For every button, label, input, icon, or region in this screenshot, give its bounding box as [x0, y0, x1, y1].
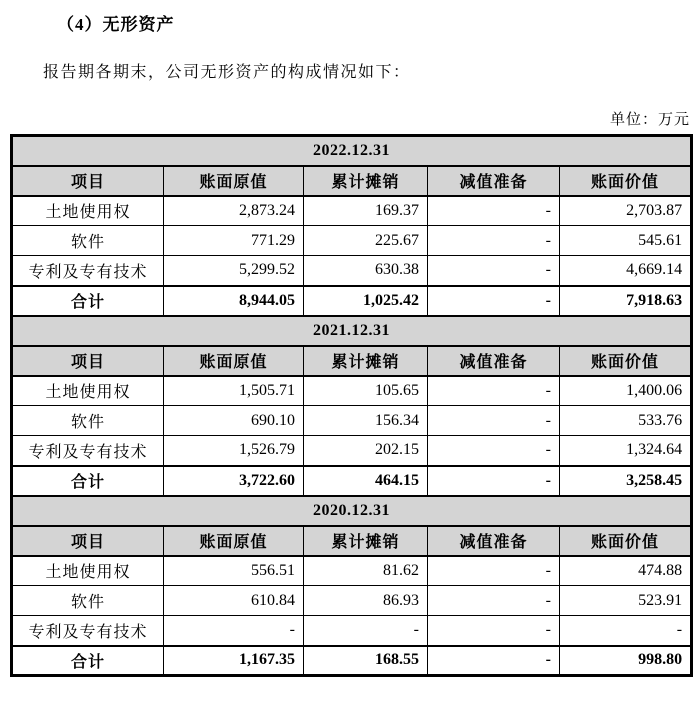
- total-row: [12, 646, 692, 676]
- column-header-impairment: 减值准备: [428, 526, 560, 556]
- value-cell: -: [428, 196, 560, 226]
- table-row: [12, 226, 692, 256]
- value-cell: 225.67: [304, 226, 428, 256]
- column-header-impairment: 减值准备: [428, 166, 560, 196]
- total-value-cell: -: [428, 646, 560, 676]
- table-row: [12, 586, 692, 616]
- item-cell: 软件: [12, 406, 164, 436]
- table-row: [12, 196, 692, 226]
- value-cell: 5,299.52: [164, 256, 304, 286]
- column-header-book-value: 账面价值: [560, 166, 692, 196]
- column-header-book-value: 账面价值: [560, 526, 692, 556]
- column-header-accumulated-amortization: 累计摊销: [304, 346, 428, 376]
- column-header-impairment: 减值准备: [428, 346, 560, 376]
- column-header-item: 项目: [12, 346, 164, 376]
- value-cell: -: [428, 226, 560, 256]
- item-cell: 土地使用权: [12, 196, 164, 226]
- value-cell: 4,669.14: [560, 256, 692, 286]
- value-cell: 556.51: [164, 556, 304, 586]
- value-cell: -: [428, 586, 560, 616]
- item-cell: 软件: [12, 586, 164, 616]
- column-header-row: [12, 526, 692, 556]
- table-row: [12, 256, 692, 286]
- total-value-cell: 3,722.60: [164, 466, 304, 496]
- column-header-accumulated-amortization: 累计摊销: [304, 526, 428, 556]
- column-header-original-value: 账面原值: [164, 346, 304, 376]
- intro-text: 报告期各期末，公司无形资产的构成情况如下：: [43, 64, 411, 81]
- value-cell: -: [428, 256, 560, 286]
- page-title: （4）无形资产: [57, 15, 175, 34]
- total-value-cell: -: [428, 466, 560, 496]
- column-header-original-value: 账面原值: [164, 526, 304, 556]
- period-label: 2021.12.31: [12, 316, 692, 346]
- period-row: [12, 136, 692, 166]
- value-cell: 474.88: [560, 556, 692, 586]
- value-cell: -: [164, 616, 304, 646]
- value-cell: 156.34: [304, 406, 428, 436]
- item-cell: 土地使用权: [12, 556, 164, 586]
- period-label: 2022.12.31: [12, 136, 692, 166]
- value-cell: -: [428, 406, 560, 436]
- table-row: [12, 436, 692, 466]
- item-cell: 软件: [12, 226, 164, 256]
- unit-label: 单位：万元: [609, 112, 690, 128]
- value-cell: -: [428, 436, 560, 466]
- total-label: 合计: [12, 646, 164, 676]
- value-cell: 610.84: [164, 586, 304, 616]
- total-value-cell: 8,944.05: [164, 286, 304, 316]
- period-section-2020: [12, 496, 692, 676]
- period-row: [12, 496, 692, 526]
- column-header-book-value: 账面价值: [560, 346, 692, 376]
- column-header-item: 项目: [12, 526, 164, 556]
- total-label: 合计: [12, 466, 164, 496]
- value-cell: 630.38: [304, 256, 428, 286]
- total-value-cell: 1,167.35: [164, 646, 304, 676]
- value-cell: 1,505.71: [164, 376, 304, 406]
- column-header-row: [12, 166, 692, 196]
- period-section-2022: [12, 136, 692, 316]
- value-cell: -: [304, 616, 428, 646]
- value-cell: 86.93: [304, 586, 428, 616]
- total-value-cell: 998.80: [560, 646, 692, 676]
- total-label: 合计: [12, 286, 164, 316]
- total-value-cell: 464.15: [304, 466, 428, 496]
- value-cell: 1,526.79: [164, 436, 304, 466]
- value-cell: 202.15: [304, 436, 428, 466]
- total-row: [12, 286, 692, 316]
- value-cell: 1,400.06: [560, 376, 692, 406]
- value-cell: 545.61: [560, 226, 692, 256]
- table-row: [12, 376, 692, 406]
- total-value-cell: -: [428, 286, 560, 316]
- value-cell: 1,324.64: [560, 436, 692, 466]
- total-value-cell: 7,918.63: [560, 286, 692, 316]
- total-value-cell: 1,025.42: [304, 286, 428, 316]
- period-label: 2020.12.31: [12, 496, 692, 526]
- value-cell: 523.91: [560, 586, 692, 616]
- column-header-item: 项目: [12, 166, 164, 196]
- value-cell: 771.29: [164, 226, 304, 256]
- item-cell: 土地使用权: [12, 376, 164, 406]
- value-cell: 2,873.24: [164, 196, 304, 226]
- item-cell: 专利及专有技术: [12, 256, 164, 286]
- total-row: [12, 466, 692, 496]
- table-row: [12, 406, 692, 436]
- intangible-assets-table: [10, 134, 693, 677]
- period-row: [12, 316, 692, 346]
- value-cell: -: [428, 616, 560, 646]
- value-cell: 105.65: [304, 376, 428, 406]
- table-row: [12, 616, 692, 646]
- value-cell: 690.10: [164, 406, 304, 436]
- column-header-accumulated-amortization: 累计摊销: [304, 166, 428, 196]
- item-cell: 专利及专有技术: [12, 436, 164, 466]
- value-cell: -: [560, 616, 692, 646]
- total-value-cell: 168.55: [304, 646, 428, 676]
- value-cell: 2,703.87: [560, 196, 692, 226]
- period-section-2021: [12, 316, 692, 496]
- column-header-original-value: 账面原值: [164, 166, 304, 196]
- value-cell: -: [428, 556, 560, 586]
- item-cell: 专利及专有技术: [12, 616, 164, 646]
- value-cell: 169.37: [304, 196, 428, 226]
- value-cell: -: [428, 376, 560, 406]
- table-row: [12, 556, 692, 586]
- column-header-row: [12, 346, 692, 376]
- value-cell: 533.76: [560, 406, 692, 436]
- total-value-cell: 3,258.45: [560, 466, 692, 496]
- value-cell: 81.62: [304, 556, 428, 586]
